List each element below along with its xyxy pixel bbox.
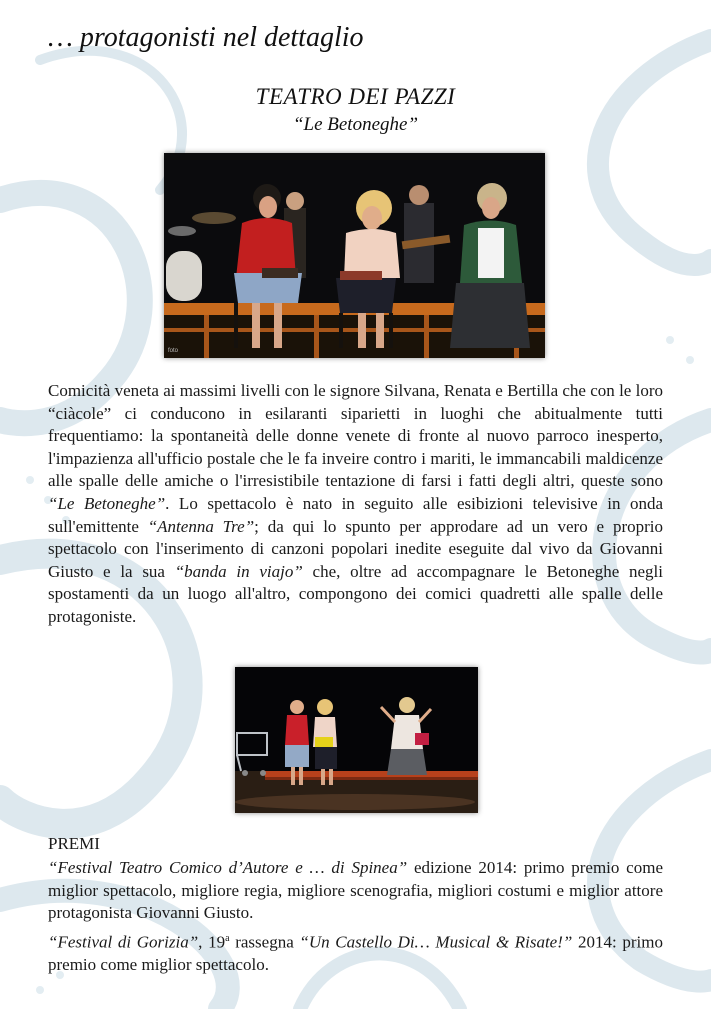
body-text-3: ; da qui lo spunto per approdare ad un vero e proprio spettacolo con l'inserimento di canzoni popolari inedite eseguite dal vivo da Giovanni Giusto e la sua bbox=[48, 516, 663, 581]
award-1-festival: “Festival Teatro Comico d’Autore e … di Spinea” bbox=[48, 858, 408, 877]
stage-photo-main bbox=[164, 153, 545, 358]
body-em-1: “Le Betoneghe” bbox=[48, 493, 166, 513]
company-title: TEATRO DEI PAZZI bbox=[255, 84, 456, 109]
description-paragraph bbox=[48, 380, 663, 629]
award-2-text-3: 2014: primo premio come miglior spettacolo. bbox=[48, 932, 663, 975]
body-text-4: che, oltre ad accompagnare le Betoneghe negli spostamenti da un luogo all'altro, compongono dei comici quadretti alle spalle delle protagoniste. bbox=[48, 561, 664, 626]
award-1 bbox=[48, 857, 663, 925]
award-2-text-1: , 19 bbox=[198, 932, 226, 952]
award-2-text-2: rassegna bbox=[229, 932, 300, 952]
award-2-festival: “Festival di Gorizia” bbox=[48, 932, 199, 952]
premi-heading: PREMI bbox=[48, 834, 100, 853]
body-em-3: “banda in viajo” bbox=[174, 561, 303, 581]
photo-credit: foto bbox=[168, 348, 179, 354]
show-subtitle: “Le Betoneghe” bbox=[292, 114, 419, 135]
body-em-2: “Antenna Tre” bbox=[147, 516, 255, 536]
body-text-1: Comicità veneta ai massimi livelli con le signore Silvana, Renata e Bertilla che con le loro “ciàcole” ci conducono in esilaranti siparietti in luoghi che abitualmente tutti frequentiamo: la spontaneità delle donne venete di fronte al nuovo parroco inesperto, l'impazienza all'ufficio postale che le fa inveire contro i mariti, le immancabili maldicenze alle spalle delle amiche o l'irresistibile tentazione di farsi i fatti degli altri, queste sono bbox=[48, 381, 663, 491]
body-text-2: . Lo spettacolo è nato in seguito alle esibizioni televisive in onda sull'emittente bbox=[48, 493, 664, 536]
award-2 bbox=[48, 928, 663, 977]
section-title: … protagonisti nel dettaglio bbox=[48, 22, 364, 53]
award-1-text: edizione 2014: primo premio come miglior spettacolo, migliore regia, migliore scenografia, migliori costumi e miglior attore protagonista Giovanni Giusto. bbox=[48, 858, 663, 923]
award-2-ordinal: a bbox=[225, 933, 230, 944]
stage-photo-second bbox=[235, 667, 478, 813]
award-2-rassegna: “Un Castello Di… Musical & Risate!” bbox=[299, 932, 573, 952]
